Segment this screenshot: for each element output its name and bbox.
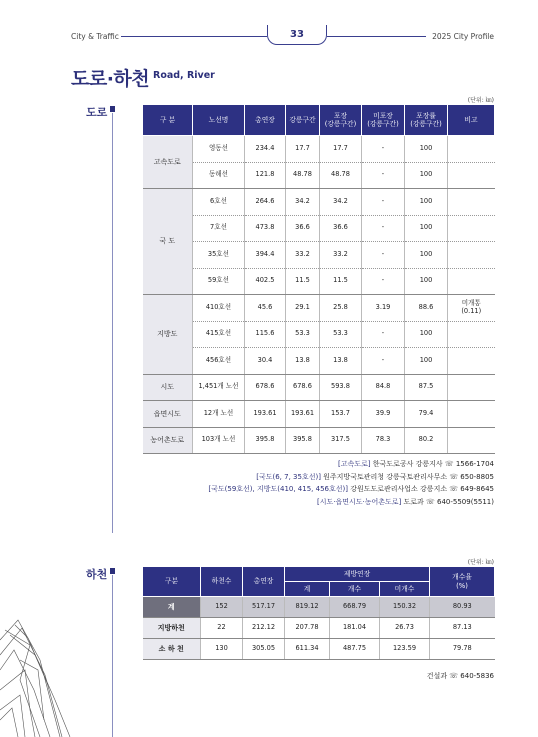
- road-table-row: [143, 215, 495, 242]
- road-table-row: [143, 348, 495, 375]
- road-value-cell: 234.4: [245, 136, 286, 163]
- river-value-cell: 150.32: [380, 597, 430, 618]
- river-category-cell: 계: [143, 597, 201, 618]
- road-value-cell: 678.6: [245, 374, 286, 401]
- road-value-cell: 395.8: [245, 427, 286, 454]
- road-value-cell: 미개통 (0.11): [448, 295, 495, 322]
- road-group-cell: 국 도: [143, 189, 193, 295]
- road-value-cell: 79.4: [405, 401, 448, 428]
- road-value-cell: 193.61: [245, 401, 286, 428]
- road-value-cell: -: [362, 321, 405, 348]
- road-value-cell: 395.8: [286, 427, 320, 454]
- road-route-cell: 1,451개 노선: [193, 374, 245, 401]
- page-title: 도로·하천: [71, 68, 150, 90]
- river-unit-label: (단위: ㎞): [467, 559, 494, 566]
- header-left-label: City & Traffic: [71, 32, 119, 41]
- road-value-cell: 87.5: [405, 374, 448, 401]
- road-value-cell: 84.8: [362, 374, 405, 401]
- road-value-cell: 88.6: [405, 295, 448, 322]
- river-value-cell: 26.73: [380, 618, 430, 639]
- road-value-cell: 100: [405, 348, 448, 375]
- river-value-cell: 79.78: [430, 639, 495, 660]
- road-header-cell: 총연장: [245, 105, 286, 136]
- road-table-row: [143, 162, 495, 189]
- river-section-marker: [110, 568, 115, 574]
- river-table-row: [143, 618, 495, 639]
- road-value-cell: 11.5: [320, 268, 362, 295]
- road-value-cell: [448, 348, 495, 375]
- road-header-cell: 포장률 (강릉구간): [405, 105, 448, 136]
- road-value-cell: [448, 136, 495, 163]
- source-tag: [국도(59호선), 지방도(410, 415, 456호선)]: [208, 485, 348, 493]
- road-header-cell: 미포장 (강릉구간): [362, 105, 405, 136]
- river-header-rate: 개수율 (%): [430, 567, 495, 597]
- decorative-line-art: [0, 600, 110, 737]
- road-section-line: [112, 113, 113, 533]
- road-table-header: [143, 105, 495, 136]
- road-source-line: [208, 471, 494, 484]
- road-table-row: [143, 189, 495, 216]
- road-value-cell: 3.19: [362, 295, 405, 322]
- river-header-emb-total: 계: [285, 582, 330, 597]
- road-table-row: [143, 295, 495, 322]
- road-group-cell: 고속도로: [143, 136, 193, 189]
- river-value-cell: 517.17: [243, 597, 285, 618]
- river-header-emb-done: 개수: [330, 582, 380, 597]
- road-value-cell: 264.6: [245, 189, 286, 216]
- road-header-cell: 비고: [448, 105, 495, 136]
- road-group-cell: 지방도: [143, 295, 193, 375]
- road-route-cell: 6호선: [193, 189, 245, 216]
- river-value-cell: 487.75: [330, 639, 380, 660]
- river-value-cell: 152: [201, 597, 243, 618]
- road-value-cell: 402.5: [245, 268, 286, 295]
- river-value-cell: 130: [201, 639, 243, 660]
- road-value-cell: 78.3: [362, 427, 405, 454]
- road-value-cell: 100: [405, 215, 448, 242]
- road-value-cell: [448, 427, 495, 454]
- road-value-cell: [448, 321, 495, 348]
- road-value-cell: [448, 215, 495, 242]
- road-value-cell: 100: [405, 268, 448, 295]
- road-value-cell: 36.6: [286, 215, 320, 242]
- road-route-cell: 59호선: [193, 268, 245, 295]
- road-value-cell: 30.4: [245, 348, 286, 375]
- road-value-cell: 25.8: [320, 295, 362, 322]
- river-header-emb-undone: 미개수: [380, 582, 430, 597]
- road-value-cell: [448, 268, 495, 295]
- river-table: [142, 566, 495, 660]
- river-value-cell: 87.13: [430, 618, 495, 639]
- river-value-cell: 22: [201, 618, 243, 639]
- river-value-cell: 207.78: [285, 618, 330, 639]
- road-value-cell: 33.2: [286, 242, 320, 269]
- page-title-english: Road, River: [153, 70, 215, 81]
- road-value-cell: 39.9: [362, 401, 405, 428]
- road-value-cell: 100: [405, 162, 448, 189]
- road-value-cell: 121.8: [245, 162, 286, 189]
- road-value-cell: 48.78: [320, 162, 362, 189]
- river-value-cell: 212.12: [243, 618, 285, 639]
- river-category-cell: 소 하 천: [143, 639, 201, 660]
- road-table: [142, 104, 495, 454]
- road-header-cell: 강릉구간: [286, 105, 320, 136]
- source-tag: [고속도로]: [338, 460, 371, 468]
- road-value-cell: -: [362, 268, 405, 295]
- road-header-cell: 노선명: [193, 105, 245, 136]
- road-route-cell: 35호선: [193, 242, 245, 269]
- road-section-label: 도로: [86, 106, 108, 119]
- road-route-cell: 동해선: [193, 162, 245, 189]
- road-value-cell: 100: [405, 189, 448, 216]
- road-value-cell: 13.8: [286, 348, 320, 375]
- road-value-cell: 53.3: [320, 321, 362, 348]
- road-table-row: [143, 374, 495, 401]
- road-value-cell: -: [362, 136, 405, 163]
- road-value-cell: -: [362, 348, 405, 375]
- road-header-cell: 구 분: [143, 105, 193, 136]
- road-value-cell: -: [362, 189, 405, 216]
- river-value-cell: 80.93: [430, 597, 495, 618]
- road-group-cell: 읍면시도: [143, 401, 193, 428]
- road-group-cell: 시도: [143, 374, 193, 401]
- river-value-cell: 819.12: [285, 597, 330, 618]
- river-source: 건설과 ☏ 640-5836: [426, 672, 494, 680]
- river-section-line: [112, 575, 113, 737]
- road-value-cell: 100: [405, 136, 448, 163]
- header-right-label: 2025 City Profile: [432, 32, 494, 41]
- road-table-row: [143, 427, 495, 454]
- river-value-cell: 123.59: [380, 639, 430, 660]
- road-value-cell: 45.6: [245, 295, 286, 322]
- river-header-count: 하천수: [201, 567, 243, 597]
- river-section-label: 하천: [86, 568, 108, 581]
- road-value-cell: 193.61: [286, 401, 320, 428]
- river-table-row: [143, 639, 495, 660]
- road-value-cell: 34.2: [286, 189, 320, 216]
- road-value-cell: 153.7: [320, 401, 362, 428]
- river-value-cell: 668.79: [330, 597, 380, 618]
- road-value-cell: 34.2: [320, 189, 362, 216]
- header-rule-left: [121, 36, 267, 37]
- river-value-cell: 611.34: [285, 639, 330, 660]
- road-table-row: [143, 401, 495, 428]
- road-value-cell: 17.7: [286, 136, 320, 163]
- river-table-row: [143, 597, 495, 618]
- road-value-cell: 17.7: [320, 136, 362, 163]
- road-value-cell: [448, 401, 495, 428]
- road-value-cell: 36.6: [320, 215, 362, 242]
- river-header-embankment: 제방연장: [285, 567, 430, 582]
- road-value-cell: 53.3: [286, 321, 320, 348]
- road-route-cell: 영동선: [193, 136, 245, 163]
- road-unit-label: (단위: ㎞): [467, 97, 494, 104]
- road-value-cell: 13.8: [320, 348, 362, 375]
- road-value-cell: 473.8: [245, 215, 286, 242]
- road-route-cell: 415호선: [193, 321, 245, 348]
- road-route-cell: 410호선: [193, 295, 245, 322]
- road-value-cell: 11.5: [286, 268, 320, 295]
- source-tag: [국도(6, 7, 35호선)]: [256, 472, 321, 481]
- road-value-cell: 33.2: [320, 242, 362, 269]
- road-value-cell: 29.1: [286, 295, 320, 322]
- river-value-cell: 181.04: [330, 618, 380, 639]
- road-value-cell: 115.6: [245, 321, 286, 348]
- river-header-length: 총연장: [243, 567, 285, 597]
- river-category-cell: 지방하천: [143, 618, 201, 639]
- road-source-line: [208, 483, 494, 496]
- road-value-cell: 678.6: [286, 374, 320, 401]
- road-table-row: [143, 242, 495, 269]
- road-value-cell: 100: [405, 321, 448, 348]
- road-value-cell: -: [362, 162, 405, 189]
- road-value-cell: 80.2: [405, 427, 448, 454]
- road-value-cell: 100: [405, 242, 448, 269]
- header-rule-right: [327, 36, 426, 37]
- road-table-row: [143, 268, 495, 295]
- road-value-cell: 593.8: [320, 374, 362, 401]
- road-route-cell: 456호선: [193, 348, 245, 375]
- river-header-category: 구분: [143, 567, 201, 597]
- road-value-cell: -: [362, 242, 405, 269]
- road-value-cell: 48.78: [286, 162, 320, 189]
- road-table-row: [143, 136, 495, 163]
- road-route-cell: 7호선: [193, 215, 245, 242]
- river-value-cell: 305.05: [243, 639, 285, 660]
- road-source-line: [208, 496, 494, 509]
- road-group-cell: 농어촌도로: [143, 427, 193, 454]
- road-value-cell: [448, 189, 495, 216]
- source-text: 강원도도로관리사업소 강릉지소 ☏ 649-8645: [347, 485, 494, 493]
- source-tag: [시도·읍면시도·농어촌도로]: [317, 497, 402, 506]
- page-number: 33: [290, 29, 304, 40]
- road-value-cell: 394.4: [245, 242, 286, 269]
- road-header-cell: 포장 (강릉구간): [320, 105, 362, 136]
- source-text: 원주지방국토관리청 강릉국토관리사무소 ☏ 650-8805: [320, 472, 494, 481]
- road-section-marker: [110, 106, 115, 112]
- road-value-cell: [448, 162, 495, 189]
- road-value-cell: [448, 374, 495, 401]
- road-route-cell: 103개 노선: [193, 427, 245, 454]
- road-value-cell: -: [362, 215, 405, 242]
- road-table-row: [143, 321, 495, 348]
- source-text: 한국도로공사 강릉지사 ☏ 1566-1704: [370, 460, 494, 468]
- road-source-line: [208, 458, 494, 471]
- source-text: 도로과 ☏ 640-5509(5511): [401, 497, 494, 506]
- road-sources: [208, 458, 494, 508]
- road-route-cell: 12개 노선: [193, 401, 245, 428]
- road-value-cell: [448, 242, 495, 269]
- road-value-cell: 317.5: [320, 427, 362, 454]
